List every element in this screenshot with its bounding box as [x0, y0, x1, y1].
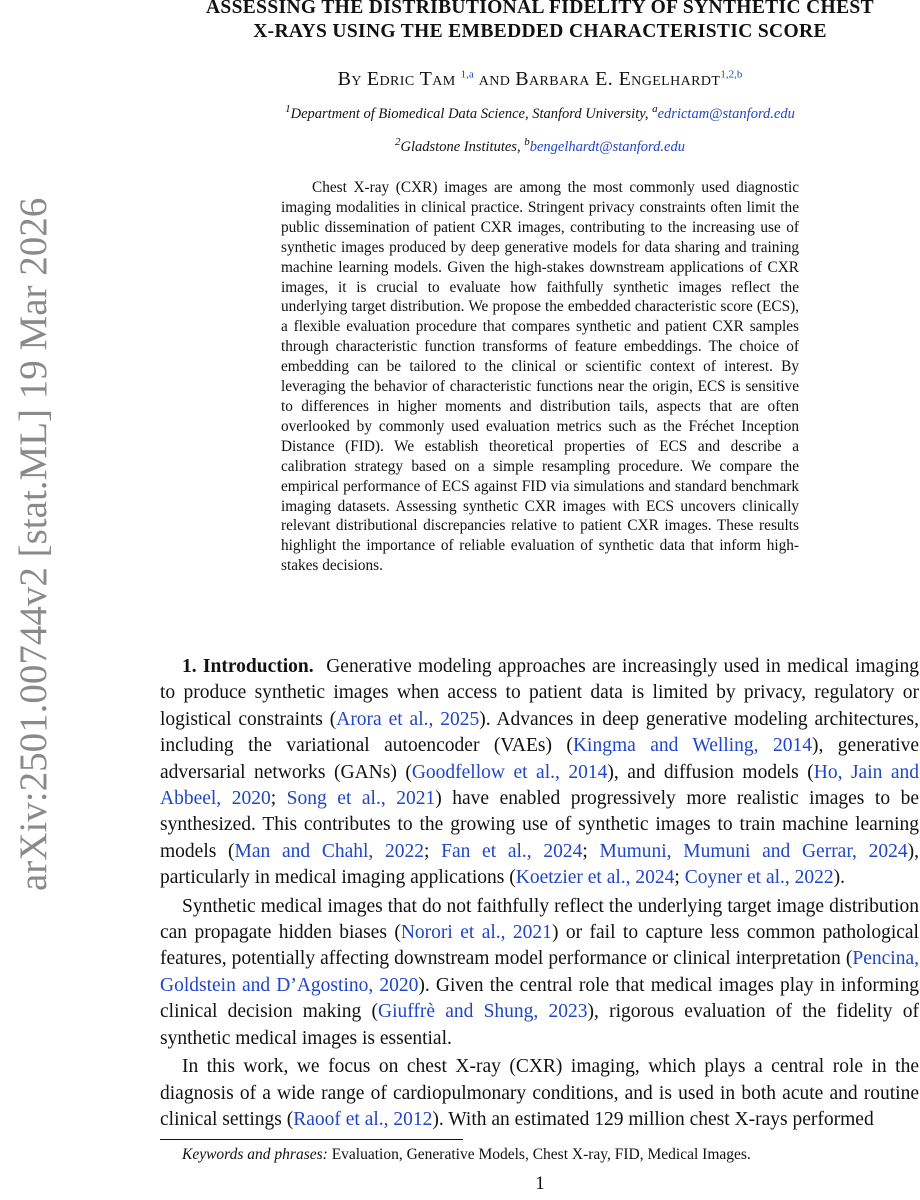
author-1: Edric Tam — [366, 68, 456, 90]
keywords-footnote — [160, 1145, 920, 1165]
p1-text: ), and diffusion models ( — [607, 761, 814, 783]
arxiv-identifier: arXiv:2501.00744v2 [stat.ML] 19 Mar 2026 — [12, 197, 55, 891]
email-2-sup: b — [524, 136, 530, 149]
paragraph-1 — [160, 654, 919, 892]
p3-text: ). With an estimated 129 million chest X-rays performed — [432, 1108, 874, 1130]
page-number: 1 — [535, 1173, 545, 1194]
title-line-1: ASSESSING THE DISTRIBUTIONAL FIDELITY OF SYNTHETIC CHEST — [205, 0, 874, 18]
citation-link[interactable]: Kingma and Welling, 2014 — [572, 735, 812, 757]
p2-text: Synthetic medical images that do not faithfully reflect the underlying target image distribution can propagate hidden biases ( — [160, 895, 919, 944]
citation-link[interactable]: Giuffrè and Shung, 2023 — [377, 1001, 588, 1023]
citation-link[interactable]: Goodfellow et al., 2014 — [411, 761, 608, 783]
abstract-text: Chest X-ray (CXR) images are among the most commonly used diagnostic imaging modalities in clinical practice. Stringent privacy constraints often limit the public dissemination of patient CXR images, contributing to the increasing use of synthetic images produced by deep generative models for data sharing and training machine learning models. Given the high-stakes downstream applications of CXR images, it is crucial to evaluate how faithfully synthetic images reflect the underlying target distribution. We propose the embedded characteristic score (ECS), a flexible evaluation procedure that compares synthetic and patient CXR samples through characteristic function transforms of feature embeddings. The choice of embedding can be tailored to the clinical or scientific context of interest. By leveraging the behavior of characteristic functions near the origin, ECS is sensitive to differences in higher moments and distribution tails, aspects that are often overlooked by commonly used evaluation metrics such as the Fréchet Inception Distance (FID). We establish theoretical properties of ECS and describe a calibration strategy based on a simple resampling procedure. We compare the empirical performance of ECS against FID via simulations and standard benchmark imaging datasets. Assessing synthetic CXR images with ECS uncovers clinically relevant distributional discrepancies relative to patient CXR images. These results highlight the importance of reliable evaluation of synthetic data that inform high-stakes decisions. — [281, 179, 799, 575]
section-heading: 1. Introduction. — [182, 656, 314, 677]
citation-link[interactable]: Raoof et al., 2012 — [293, 1108, 433, 1130]
footnote-rule — [160, 1139, 463, 1140]
p1-text: ), particularly in medical imaging applications ( — [160, 840, 919, 889]
affiliation-2-sup: 2 — [395, 136, 401, 149]
p1-text: ). — [833, 867, 846, 889]
p1-text: ; — [674, 867, 685, 889]
author-line — [160, 66, 920, 92]
citation-link[interactable]: Arora et al., 2025 — [336, 708, 480, 730]
email-1-link[interactable]: edrictam@stanford.edu — [657, 106, 795, 122]
citation-link[interactable]: Ho, Jain and Abbeel, 2020 — [160, 761, 920, 810]
email-2-link[interactable]: bengelhardt@stanford.edu — [529, 139, 685, 155]
author-2: Barbara E. Engelhardt — [515, 68, 721, 90]
citation-link[interactable]: Coyner et al., 2022 — [684, 867, 834, 889]
by-label: By — [337, 68, 362, 90]
p2-text: ), rigorous evaluation of the fidelity of synthetic medical images is essential. — [160, 1001, 919, 1049]
title-line-2: X-RAYS USING THE EMBEDDED CHARACTERISTIC SCORE — [253, 21, 827, 42]
and-label: and — [478, 68, 511, 90]
main-body — [160, 654, 919, 1135]
affiliation-1 — [160, 104, 920, 124]
citation-link[interactable]: Man and Chahl, 2022 — [234, 840, 424, 862]
p1-text: ) have enabled progressively more realistic images to be synthesized. This contributes to the growing use of synthetic images to train machine learning models ( — [160, 788, 920, 862]
p1-text: ). Advances in deep generative modeling architectures, including the variational autoencoder (VAEs) ( — [160, 708, 920, 757]
email-1-sup: a — [652, 103, 658, 116]
p1-text: ; — [423, 840, 442, 862]
keywords-text: Evaluation, Generative Models, Chest X-ray, FID, Medical Images. — [331, 1146, 751, 1163]
citation-link[interactable]: Norori et al., 2021 — [400, 922, 552, 944]
abstract — [281, 178, 799, 576]
citation-link[interactable]: Pencina, Goldstein and D’Agostino, 2020 — [160, 948, 919, 996]
author-2-sup[interactable]: 1,2,b — [720, 68, 743, 81]
p1-text: ), generative adversarial networks (GANs) ( — [160, 735, 919, 783]
paragraph-2 — [160, 894, 919, 1052]
affiliation-1-sup: 1 — [285, 103, 291, 116]
p1-text: ; — [582, 840, 600, 862]
author-1-sup[interactable]: 1,a — [460, 68, 474, 81]
affiliation-2 — [160, 137, 920, 157]
keywords-label: Keywords and phrases: — [182, 1146, 328, 1163]
p2-text: ). Given the central role that medical images play in informing clinical decision making ( — [160, 974, 919, 1023]
citation-link[interactable]: Mumuni, Mumuni and Gerrar, 2024 — [599, 840, 908, 862]
p1-text: ; — [270, 788, 287, 810]
affiliation-1-text: Department of Biomedical Data Science, Stanford University, — [290, 106, 653, 122]
p1-text: Generative modeling approaches are increasingly used in medical imaging to produce synthetic images when access to patient data is limited by privacy, regulatory or logistical constraints ( — [160, 656, 919, 730]
affiliation-2-text: Gladstone Institutes, — [400, 139, 525, 155]
paragraph-3 — [160, 1054, 919, 1133]
citation-link[interactable]: Fan et al., 2024 — [441, 840, 583, 862]
p2-text: ) or fail to capture less common pathological features, potentially affecting downstream model performance or clinical interpretation ( — [160, 922, 919, 970]
citation-link[interactable]: Song et al., 2021 — [286, 788, 436, 810]
citation-link[interactable]: Koetzier et al., 2024 — [515, 867, 675, 889]
paper-title — [160, 0, 920, 44]
p3-text: In this work, we focus on chest X-ray (CXR) imaging, which plays a central role in the diagnosis of a wide range of cardiopulmonary conditions, and is used in both acute and routine clinical settings ( — [160, 1056, 919, 1130]
